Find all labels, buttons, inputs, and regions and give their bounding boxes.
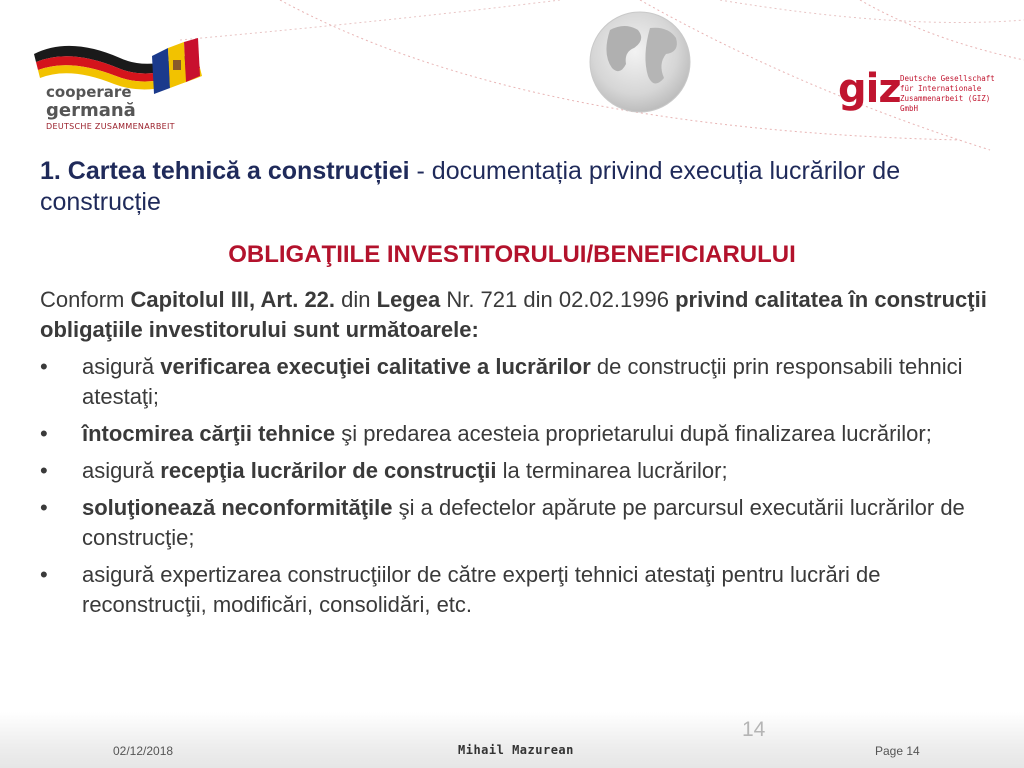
list-item xyxy=(40,493,990,553)
bullet-icon: • xyxy=(40,562,48,587)
giz-line2: für Internationale xyxy=(900,84,982,93)
bullet-icon: • xyxy=(40,495,48,520)
giz-wordmark: giz xyxy=(838,66,901,112)
intro-part: Nr. 721 din 02.02.1996 xyxy=(440,287,676,312)
item-text: şi predarea acesteia proprietarului după finalizarea lucrărilor; xyxy=(335,421,932,446)
cooperare-germana-logo xyxy=(30,36,210,146)
obligations-list xyxy=(40,352,990,627)
item-text: asigură xyxy=(82,354,161,379)
item-text: la terminarea lucrărilor; xyxy=(496,458,728,483)
item-text: de construcţii prin responsabili tehnici atestaţi; xyxy=(82,354,963,409)
item-bold: întocmirea cărţii tehnice xyxy=(82,421,336,446)
giz-description xyxy=(900,74,998,114)
list-item xyxy=(40,419,990,449)
bullet-icon: • xyxy=(40,421,48,446)
intro-clause: privind calitatea în construcţii obligaţiile investitorului sunt următoarele: xyxy=(40,287,987,342)
giz-line3: Zusammenarbeit (GIZ) GmbH xyxy=(900,94,991,113)
footer-band xyxy=(0,712,1024,768)
footer-author: Mihail Mazurean xyxy=(458,743,574,757)
list-item xyxy=(40,352,990,412)
intro-chapter: Capitolul III, Art. 22. xyxy=(130,287,336,312)
slide-number: 14 xyxy=(742,718,766,741)
cooperare-line3: DEUTSCHE ZUSAMMENARBEIT xyxy=(46,122,175,131)
cooperare-line2: germană xyxy=(46,100,136,121)
slide-title xyxy=(40,156,990,218)
intro-paragraph xyxy=(40,285,990,345)
footer-date: 02/12/2018 xyxy=(113,744,174,758)
item-text: şi a defectelor apărute pe parcursul executării lucrărilor de construcţie; xyxy=(82,495,965,550)
section-heading: OBLIGAŢIILE INVESTITORULUI/BENEFICIARULUI xyxy=(228,241,796,268)
giz-line1: Deutsche Gesellschaft xyxy=(900,74,995,83)
item-bold: soluţionează neconformităţile xyxy=(82,495,393,520)
intro-part: din xyxy=(335,287,377,312)
item-bold: verificarea execuţiei calitative a lucrărilor xyxy=(160,354,591,379)
intro-part: Conform xyxy=(40,287,131,312)
item-text: asigură xyxy=(82,458,161,483)
globe-icon xyxy=(590,12,690,112)
item-bold: recepţia lucrărilor de construcţii xyxy=(160,458,497,483)
slide-title-bold: 1. Cartea tehnică a construcției xyxy=(40,157,410,185)
intro-law: Legea xyxy=(376,287,441,312)
cooperare-text xyxy=(46,84,175,132)
bullet-icon: • xyxy=(40,354,48,379)
item-text: asigură expertizarea construcţiilor de către experţi tehnici atestaţi pentru lucrări de reconstrucţii, modificări, consolidări, etc. xyxy=(82,562,881,617)
list-item xyxy=(40,560,990,620)
bullet-icon: • xyxy=(40,458,48,483)
footer-page: Page 14 xyxy=(875,744,920,758)
cooperare-line1: cooperare xyxy=(46,83,132,101)
slide-title-rest: - documentația privind execuția lucrărilor de construcție xyxy=(40,157,901,216)
giz-logo xyxy=(838,66,998,116)
list-item xyxy=(40,456,990,486)
